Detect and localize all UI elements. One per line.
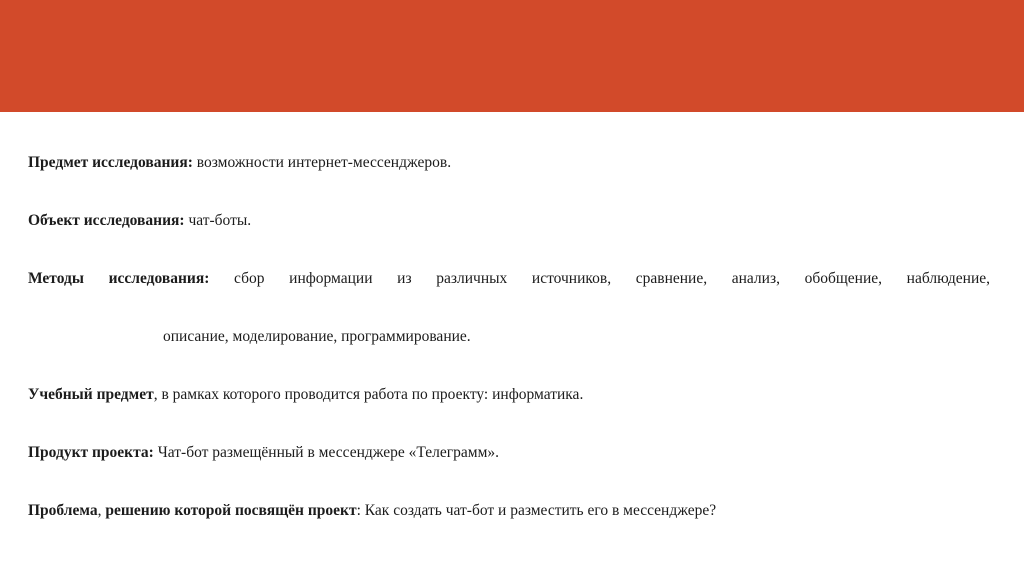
line-problem-label-2: решению которой посвящён проект — [105, 502, 357, 519]
line-subject — [28, 153, 451, 173]
line-school-subject — [28, 385, 583, 405]
line-subject-text: возможности интернет-мессенджеров. — [192, 154, 452, 171]
line-school-subject-label: Учебный предмет — [28, 386, 154, 403]
line-object-text: чат-боты. — [184, 212, 252, 229]
line-methods — [28, 269, 990, 289]
line-object-label: Объект исследования: — [28, 212, 185, 229]
line-problem-separator: , — [97, 502, 106, 519]
line-product — [28, 443, 499, 463]
line-product-label: Продукт проекта: — [28, 444, 154, 461]
line-product-text: Чат-бот размещённый в мессенджере «Телеграмм». — [153, 444, 499, 461]
line-subject-label: Предмет исследования: — [28, 154, 193, 171]
line-problem-text: : Как создать чат-бот и разместить его в мессенджере? — [356, 502, 717, 519]
line-methods-continued-text: описание, моделирование, программирование. — [163, 328, 471, 345]
line-problem-label: Проблема — [28, 502, 98, 519]
line-problem — [28, 501, 716, 521]
line-object — [28, 211, 251, 231]
line-methods-label: Методы исследования: — [28, 270, 210, 287]
line-school-subject-text: , в рамках которого проводится работа по проекту: информатика. — [153, 386, 584, 403]
line-methods-text: сбор информации из различных источников, сравнение, анализ, обобщение, наблюдение, — [209, 270, 990, 287]
line-methods-continued — [163, 327, 471, 347]
